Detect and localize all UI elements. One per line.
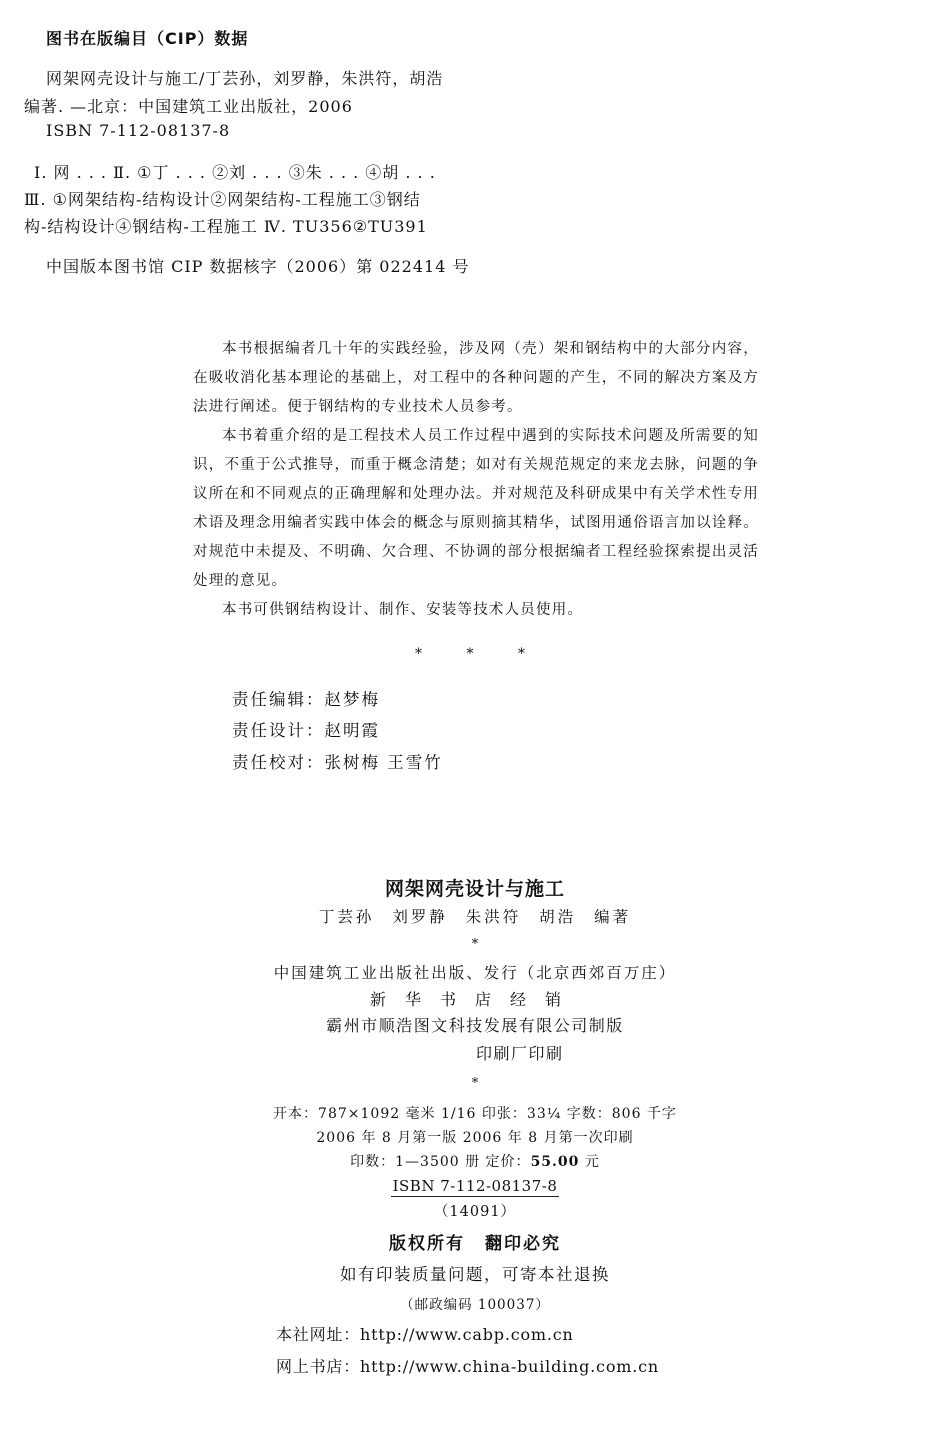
book-title: 网架网壳设计与施工 bbox=[384, 878, 565, 900]
postal-code: （邮政编码 100037） bbox=[400, 1297, 550, 1313]
cip-line-publisher: 编著. —北京：中国建筑工业出版社，2006 bbox=[24, 97, 353, 116]
cip-line-record-number: 中国版本图书馆 CIP 数据核字（2006）第 022414 号 bbox=[46, 257, 470, 276]
format-spec-line: 开本：787×1092 毫米 1/16 印张：33¼ 字数：806 千字 bbox=[273, 1106, 677, 1122]
print-count-price-line bbox=[0, 1151, 950, 1171]
description-paragraph-3: 本书可供钢结构设计、制作、安装等技术人员使用。 bbox=[222, 602, 584, 618]
responsible-proofreader: 责任校对：张树梅 王雪竹 bbox=[232, 753, 443, 772]
printer-line: 印刷厂印刷 bbox=[476, 1044, 564, 1063]
responsible-designer: 责任设计：赵明霞 bbox=[232, 721, 380, 740]
prepress-line: 霸州市顺浩图文科技发展有限公司制版 bbox=[326, 1016, 624, 1035]
online-bookstore: 网上书店：http://www.china-building.com.cn bbox=[276, 1357, 659, 1376]
cip-line-index-2: Ⅲ. ①网架结构-结构设计②网架结构-工程施工③钢结 bbox=[24, 190, 421, 209]
book-authors: 丁芸孙 刘罗静 朱洪符 胡浩 编著 bbox=[318, 908, 632, 926]
book-description bbox=[193, 335, 759, 625]
return-notice: 如有印装质量问题，可寄本社退换 bbox=[340, 1265, 610, 1284]
isbn-number: ISBN 7-112-08137-8 bbox=[392, 1177, 558, 1195]
cip-line-title: 网架网壳设计与施工/丁芸孙，刘罗静，朱洪符，胡浩 bbox=[46, 69, 444, 88]
description-paragraph-1: 本书根据编者几十年的实践经验，涉及网（壳）架和钢结构中的大部分内容，在吸收消化基本理论的基础上，对工程中的各种问题的产生，不同的解决方案及方法进行阐述。便于钢结构的专业技术人员参考。 bbox=[193, 341, 759, 415]
distributor-line: 新华书店经销 bbox=[369, 990, 580, 1009]
responsible-editor: 责任编辑：赵梦梅 bbox=[232, 690, 380, 709]
catalog-code: （14091） bbox=[433, 1204, 517, 1220]
cip-line-index-3: 构-结构设计④钢结构-工程施工 Ⅳ. TU356②TU391 bbox=[24, 217, 428, 236]
edition-line: 2006 年 8 月第一版 2006 年 8 月第一次印刷 bbox=[316, 1130, 634, 1146]
copyright-notice: 版权所有 翻印必究 bbox=[389, 1234, 561, 1254]
price-unit: 元 bbox=[579, 1154, 600, 1170]
section-separator: * * * bbox=[415, 646, 525, 662]
imprint-separator-1: * bbox=[471, 937, 479, 952]
print-count-label: 印数：1—3500 册 定价： bbox=[350, 1154, 531, 1170]
description-paragraph-2: 本书着重介绍的是工程技术人员工作过程中遇到的实际技术问题及所需要的知识，不重于公式推导，而重于概念清楚；如对有关规范规定的来龙去脉，问题的争议所在和不同观点的正确理解和处理办法。并对规范及科研成果中有关学术性专用术语及理念用编者实践中体会的概念与原则摘其精华，试图用通俗语言加以诠释。对规范中未提及、不明确、欠合理、不协调的部分根据编者工程经验探索提出灵活处理的意见。 bbox=[193, 428, 759, 589]
publisher-line: 中国建筑工业出版社出版、发行（北京西郊百万庄） bbox=[273, 964, 677, 982]
imprint-separator-2: * bbox=[471, 1076, 479, 1091]
cip-line-index-1: Ⅰ. 网 . . . Ⅱ. ①丁 . . . ②刘 . . . ③朱 . . . ④胡 . . . bbox=[34, 163, 436, 182]
isbn-line bbox=[0, 1177, 950, 1195]
publisher-website: 本社网址：http://www.cabp.com.cn bbox=[276, 1325, 574, 1344]
cip-heading: 图书在版编目（CIP）数据 bbox=[46, 29, 249, 48]
cip-line-isbn: ISBN 7-112-08137-8 bbox=[46, 121, 231, 140]
price-value: 55.00 bbox=[530, 1154, 580, 1170]
